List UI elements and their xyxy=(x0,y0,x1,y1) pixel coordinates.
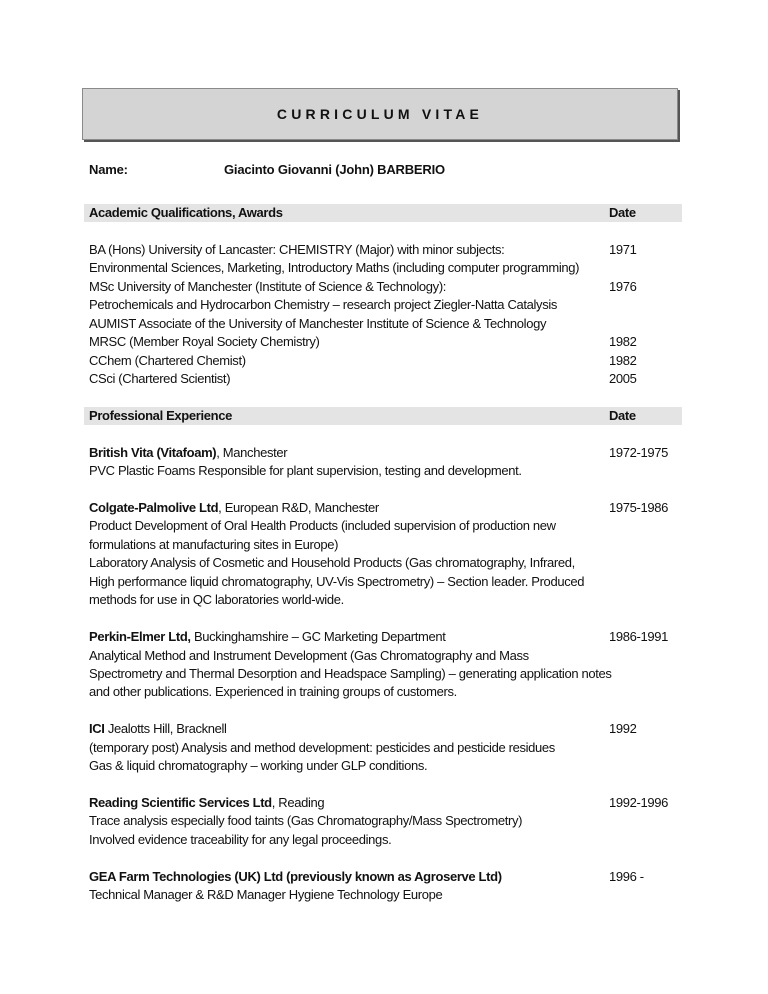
qualification-date: 1976 xyxy=(609,278,637,294)
blank-line xyxy=(84,702,682,720)
cv-body xyxy=(84,204,682,905)
job-description-line xyxy=(84,517,682,535)
job-description-line xyxy=(84,462,682,480)
job-description-text: and other publications. Experienced in training groups of customers. xyxy=(89,684,457,700)
job-description-text: Trace analysis especially food taints (Gas Chromatography/Mass Spectrometry) xyxy=(89,813,523,829)
employer-location: Buckinghamshire – GC Marketing Department xyxy=(190,629,446,645)
employment-dates: 1972-1975 xyxy=(609,444,669,460)
blank-line xyxy=(84,481,682,499)
job-description-text: Technical Manager & R&D Manager Hygiene Technology Europe xyxy=(89,887,443,903)
academic-section-header xyxy=(84,204,682,222)
job-description-text: Involved evidence traceability for any legal proceedings. xyxy=(89,831,392,847)
title-box xyxy=(82,88,678,140)
employer-line xyxy=(84,499,682,517)
employment-dates: 1992 xyxy=(609,721,637,737)
employer-location: , European R&D, Manchester xyxy=(218,500,379,515)
job-description-line xyxy=(84,757,682,775)
name-row xyxy=(89,162,445,177)
qualification-date: 1971 xyxy=(609,241,637,257)
academic-section-header-title: Academic Qualifications, Awards xyxy=(89,205,283,220)
experience-section-header xyxy=(84,407,682,425)
job-description-text: methods for use in QC laboratories world-wide. xyxy=(89,592,344,608)
employer-name: Colgate-Palmolive Ltd xyxy=(89,500,219,515)
qualification-date: 1982 xyxy=(609,352,637,368)
job-description-line xyxy=(84,647,682,665)
employer-name: GEA Farm Technologies (UK) Ltd (previously known as Agroserve Ltd) xyxy=(89,868,502,884)
employer-line xyxy=(84,868,682,886)
blank-line xyxy=(84,425,682,443)
job-description-line xyxy=(84,886,682,904)
employment-dates: 1996 - xyxy=(609,868,644,884)
employer-name: ICI xyxy=(89,721,105,737)
name-label: Name: xyxy=(89,162,128,177)
blank-line xyxy=(84,222,682,240)
qualification-line xyxy=(84,315,682,333)
employer-line xyxy=(84,720,682,738)
blank-line xyxy=(84,610,682,628)
qualification-line xyxy=(84,370,682,388)
qualification-line xyxy=(84,352,682,370)
qualification-text: Environmental Sciences, Marketing, Introductory Maths (including computer programming) xyxy=(89,260,580,276)
blank-line xyxy=(84,776,682,794)
qualification-line xyxy=(84,241,682,259)
employment-dates: 1975-1986 xyxy=(609,500,669,515)
employment-dates: 1986-1991 xyxy=(609,629,669,645)
job-description-line xyxy=(84,739,682,757)
job-description-line xyxy=(84,831,682,849)
job-description-line xyxy=(84,665,682,683)
blank-line xyxy=(84,388,682,406)
employer-line xyxy=(84,444,682,462)
qualification-line xyxy=(84,296,682,314)
employer-location: , Manchester xyxy=(216,444,288,460)
job-description-line xyxy=(84,554,682,572)
employer-name: Perkin-Elmer Ltd, xyxy=(89,629,191,645)
qualification-text: CChem (Chartered Chemist) xyxy=(89,352,246,368)
qualification-line xyxy=(84,333,682,351)
employer-line xyxy=(84,794,682,812)
employer-location: , Reading xyxy=(271,795,325,810)
employer-location: Jealotts Hill, Bracknell xyxy=(104,721,227,737)
job-description-line xyxy=(84,536,682,554)
employment-dates: 1992-1996 xyxy=(609,795,669,810)
blank-line xyxy=(84,849,682,867)
employer-name: Reading Scientific Services Ltd xyxy=(89,795,272,810)
job-description-line xyxy=(84,573,682,591)
job-description-text: formulations at manufacturing sites in Europe) xyxy=(89,536,339,552)
job-description-text: High performance liquid chromatography, UV-Vis Spectrometry) – Section leader. Produced xyxy=(89,573,585,589)
job-description-text: Laboratory Analysis of Cosmetic and Household Products (Gas chromatography, Infrared, xyxy=(89,555,575,571)
qualification-line xyxy=(84,259,682,277)
employer-name: British Vita (Vitafoam) xyxy=(89,444,217,460)
job-description-line xyxy=(84,683,682,701)
job-description-text: Product Development of Oral Health Products (included supervision of production new xyxy=(89,518,556,534)
academic-section-header-date-label: Date xyxy=(609,205,636,220)
employer-line xyxy=(84,628,682,646)
qualification-text: CSci (Chartered Scientist) xyxy=(89,370,231,386)
name-value: Giacinto Giovanni (John) BARBERIO xyxy=(224,162,445,177)
job-description-text: Gas & liquid chromatography – working under GLP conditions. xyxy=(89,758,428,774)
job-description-text: PVC Plastic Foams Responsible for plant supervision, testing and development. xyxy=(89,463,522,479)
job-description-text: Analytical Method and Instrument Development (Gas Chromatography and Mass xyxy=(89,647,529,663)
job-description-text: (temporary post) Analysis and method development: pesticides and pesticide residues xyxy=(89,739,555,755)
job-description-line xyxy=(84,812,682,830)
qualification-text: MSc University of Manchester (Institute of Science & Technology): xyxy=(89,278,447,294)
qualification-line xyxy=(84,278,682,296)
qualification-date: 2005 xyxy=(609,370,637,386)
qualification-date: 1982 xyxy=(609,334,637,350)
qualification-text: MRSC (Member Royal Society Chemistry) xyxy=(89,334,320,350)
qualification-text: Petrochemicals and Hydrocarbon Chemistry – research project Ziegler-Natta Catalysis xyxy=(89,297,558,313)
job-description-line xyxy=(84,591,682,609)
qualification-text: AUMIST Associate of the University of Manchester Institute of Science & Technology xyxy=(89,315,547,331)
experience-section-header-title: Professional Experience xyxy=(89,407,232,423)
job-description-text: Spectrometry and Thermal Desorption and Headspace Sampling) – generating application notes xyxy=(89,665,612,681)
document-title: CURRICULUM VITAE xyxy=(276,106,484,122)
experience-section-header-date-label: Date xyxy=(609,407,636,423)
qualification-text: BA (Hons) University of Lancaster: CHEMISTRY (Major) with minor subjects: xyxy=(89,241,505,257)
